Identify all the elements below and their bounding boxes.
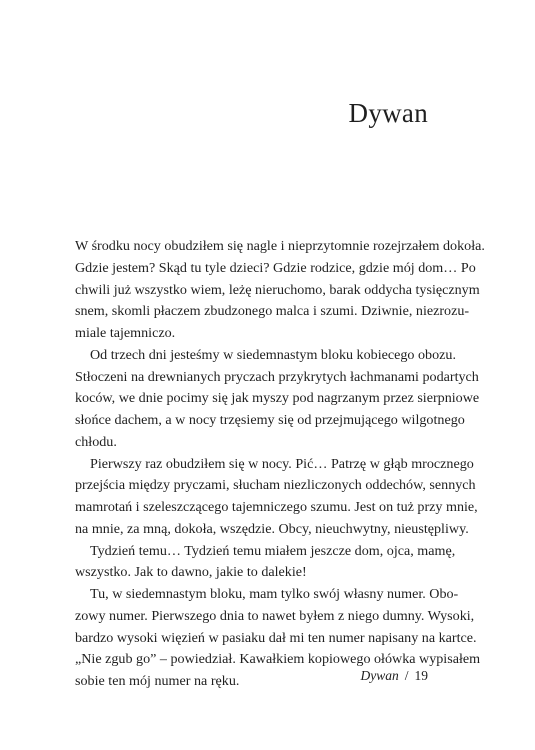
text-line: miale tajemniczo. (75, 325, 176, 341)
text-line: Gdzie jestem? Skąd tu tyle dzieci? Gdzie rodzice, gdzie mój dom… Po (75, 259, 476, 276)
footer-separator: / (404, 668, 409, 683)
text-line: snem, skomli płaczem zbudzonego malca i szumi. Dziwnie, niezrozu- (75, 303, 470, 320)
text-line: Pierwszy raz obudziłem się w nocy. Pić… Patrzę w głąb mrocznego (90, 455, 474, 472)
body-text (75, 236, 485, 693)
text-line: wszystko. Jak to dawno, jakie to dalekie! (75, 564, 307, 581)
text-line: zowy numer. Pierwszego dnia to nawet byłem z niego dumny. Wysoki, (75, 607, 475, 624)
text-line: przejścia między pryczami, słucham niezliczonych oddechów, sennych (75, 477, 476, 494)
text-line: bardzo wysoki więzień w pasiaku dał mi ten numer napisany na kartce. (75, 629, 477, 646)
text-line: W środku nocy obudziłem się nagle i nieprzytomnie rozejrzałem dokoła. (75, 238, 485, 254)
text-line: Stłoczeni na drewnianych pryczach przykrytych łachmanami podartych (75, 368, 479, 385)
text-line: słońce dachem, a w nocy trzęsiemy się od przejmującego wilgotnego (75, 412, 465, 428)
text-line: Tu, w siedemnastym bloku, mam tylko swój własny numer. Obo- (90, 586, 459, 602)
chapter-title: Dywan (348, 98, 428, 128)
page-number: 19 (414, 668, 428, 683)
page-footer (360, 667, 428, 685)
text-line: na mnie, za mną, dokoła, wszędzie. Obcy, nieuchwytny, nieustępliwy. (75, 520, 469, 537)
text-line: chwili już wszystko wiem, leżę nieruchomo, barak oddycha tysięcznym (75, 281, 480, 298)
text-line: Od trzech dni jesteśmy w siedemnastym bloku kobiecego obozu. (90, 346, 456, 363)
text-line: koców, we dnie pocimy się jak myszy pod nagrzanym przez sierpniowe (75, 390, 480, 407)
text-line: „Nie zgub go” – powiedział. Kawałkiem kopiowego ołówka wypisałem (75, 651, 481, 668)
text-line: chłodu. (75, 433, 117, 450)
text-line: Tydzień temu… Tydzień temu miałem jeszcze dom, ojca, mamę, (90, 542, 456, 559)
running-title: Dywan (360, 668, 399, 683)
text-line: sobie ten mój numer na ręku. (75, 673, 240, 689)
text-line: mamrotań i szeleszczącego tajemniczego szumu. Jest on tuż przy mnie, (75, 499, 478, 515)
